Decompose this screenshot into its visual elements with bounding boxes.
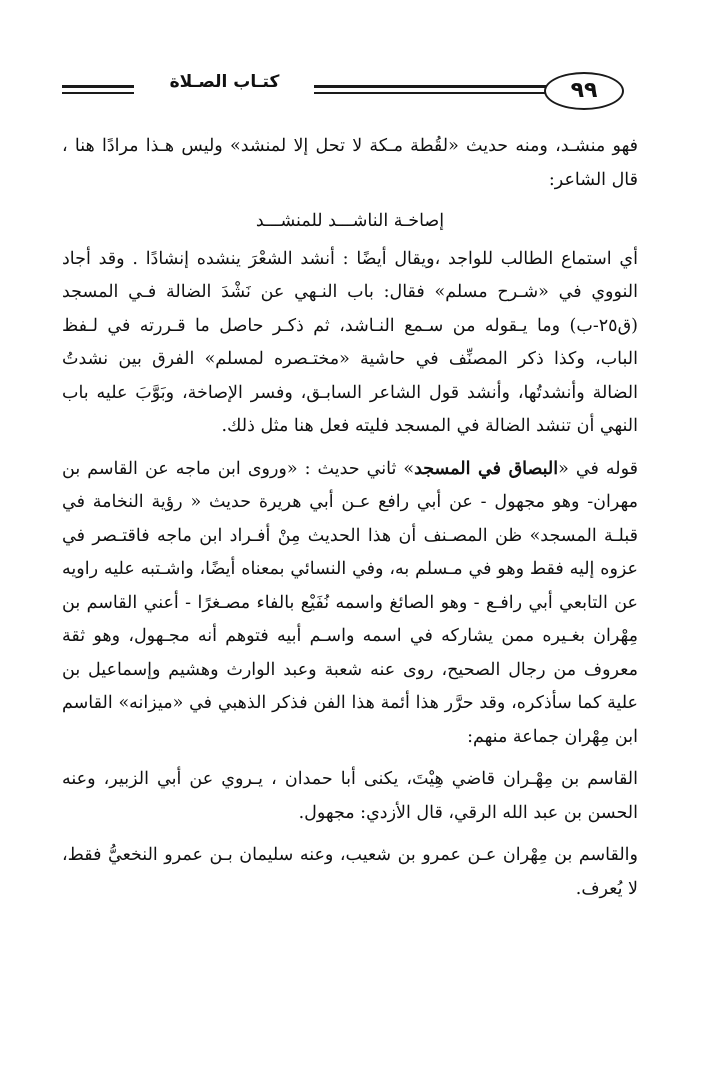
page-number-badge [544,72,624,110]
header-rule-left [62,85,134,94]
paragraph-3-prefix: قوله في « [558,458,638,479]
paragraph-2: أي استماع الطالب للواجد ،ويقال أيضًا : أنشد الشعْرَ ينشده إنشادًا . وقد أجاد النووي في «شـرح مسلم» فقال: باب النـهي عن نَشْدَ الضالة فـي المسجد (ق٢٥-ب) وما يـقوله من سـمع النـاشد، ثم ذكـر حاصل ما قـررته في لـفظ الباب، وكذا ذكر المصنِّف في حاشية «مختـصره لمسلم» الفرق بين نشدتُ الضالة وأنشدتُها، وأنشد قول الشاعر السابـق، وفسر الإصاخة، وبَوَّبَ عليه باب النهي أن تنشد الضالة في المسجد فليته فعل هنا مثل ذلك. [62,248,638,436]
paragraph-4: القاسم بن مِهْـران قاضي هِيْتَ، يكنى أبا حمدان ، يـروي عن أبي الزبير، وعنه الحسن بن عبد الله الرقي، قال الأزدي: مجهول. [62,769,638,823]
paragraph-3 [62,453,638,755]
chapter-title: كتـاب الصـلاة [169,72,280,92]
paragraph-1: فهو منشـد، ومنه حديث «لقُطة مـكة لا تحل إلا لمنشد» وليس هـذا مرادًا هنا ، قال الشاعر: [62,136,638,190]
paragraph-3-bold-title: البصاق في المسجد [414,458,559,479]
page-header [62,70,638,120]
page-body [62,130,638,906]
poetry-verse: إصاخـة الناشـــد للمنشـــد [255,211,445,231]
paragraph-3-text: » ثاني حديث : «وروى ابن ماجه عن القاسم بن مهران- وهو مجهول - عن أبي رافع عـن أبي هريرة حديث « رؤية النخامة في قبلـة المسجد» ظن المصـنف أن هذا الحديث مِنْ أفـراد ابن ماجه فاقتـصر في عزوه إليه فقط وهو في مـسلم به، وفي النسائي بمعناه أيضًا، واشـتبه عليه راويه عن التابعي أبي رافـع - وهو الصائغ واسمه نُفَيْع بالفاء مصـغرًا - أعني القاسم بن مِهْران بغـيره ممن يشاركه في اسمه واسـم أبيه فتوهم أنه مجـهول، وهو ثقة معروف من رجال الصحيح، روى عنه شعبة وعبد الوارث وهشيم وإسماعيل بن علية كما سأذكره، وقد حرَّر هذا أئمة هذا الفن فذكر الذهبي في «ميزانه» القاسم ابن مِهْران جماعة منهم: [62,458,638,747]
paragraph-5: والقاسم بن مِهْران عـن عمرو بن شعيب، وعنه سليمان بـن عمرو النخعيُّ فقط، لا يُعرف. [62,845,638,899]
page-number: ٩٩ [570,78,598,103]
